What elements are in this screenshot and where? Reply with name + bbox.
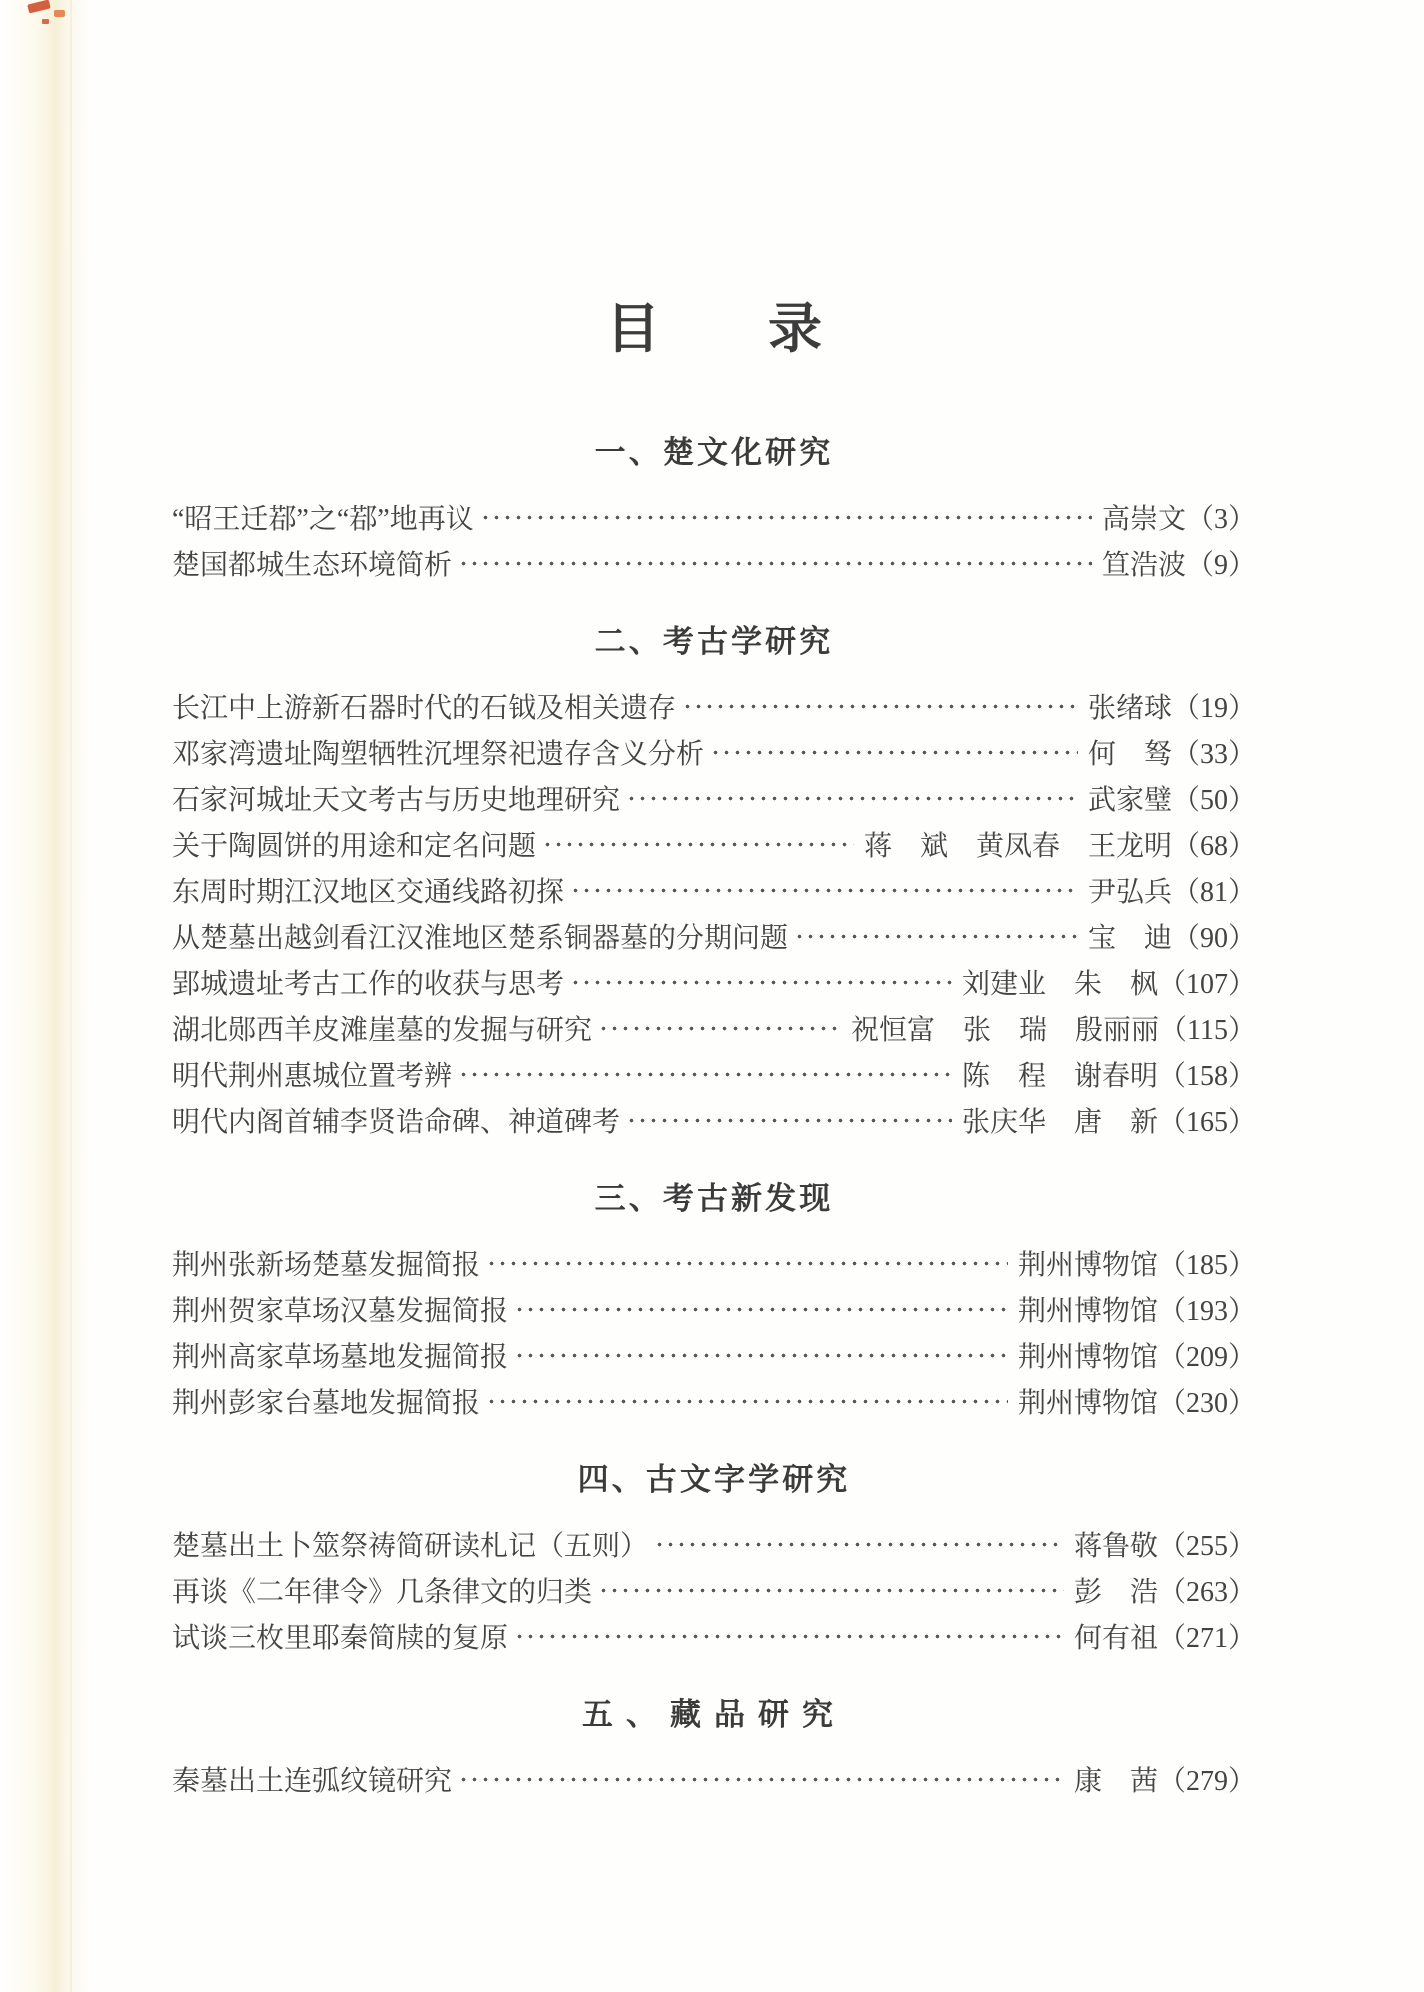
toc-entry-title: 荆州高家草场墓地发掘简报 (172, 1342, 509, 1373)
toc-section (172, 1173, 1256, 1424)
toc-entry (172, 1286, 1256, 1332)
toc-entry-title: 楚墓出土卜筮祭祷简研读札记（五则） (172, 1531, 649, 1562)
toc-entry-title: 荆州张新场楚墓发掘简报 (172, 1250, 481, 1281)
toc-entry-authors: 蒋鲁敬 (1073, 1531, 1158, 1562)
toc-section-rows (172, 494, 1256, 586)
toc-entry-page-number: （19） (1171, 693, 1256, 724)
toc-entry (172, 1378, 1256, 1424)
dot-leader (570, 959, 952, 1005)
dot-leader (514, 1286, 1008, 1332)
toc-entry-page-number: （3） (1185, 504, 1256, 535)
toc-entry-authors: 何有祖 (1073, 1623, 1158, 1654)
toc-section (172, 1454, 1256, 1659)
toc-entry-title: 湖北郧西羊皮滩崖墓的发掘与研究 (172, 1015, 593, 1046)
dot-leader (514, 1613, 1064, 1659)
toc-entry-page-number: （90） (1171, 923, 1256, 954)
toc-entry-page-number: （68） (1171, 831, 1256, 862)
toc-entry-page-number: （81） (1171, 877, 1256, 908)
toc-entry-page-number: （263） (1157, 1577, 1256, 1608)
toc-entry (172, 1567, 1256, 1613)
toc-entry (172, 1521, 1256, 1567)
toc-entry-title: 荆州贺家草场汉墓发掘简报 (172, 1296, 509, 1327)
toc-entry-page-number: （185） (1157, 1250, 1256, 1281)
dot-leader (654, 1521, 1064, 1567)
dot-leader (710, 729, 1078, 775)
toc-section-rows (172, 1521, 1256, 1659)
toc-entry-authors: 武家璧 (1087, 785, 1172, 816)
toc-section (172, 1689, 1256, 1802)
toc-entry (172, 1756, 1256, 1802)
toc-entry-page-number: （279） (1157, 1766, 1256, 1797)
dot-leader (598, 1567, 1064, 1613)
toc-entry (172, 1051, 1256, 1097)
toc-entry-authors: 何 驽 (1087, 739, 1172, 770)
toc-entry-title: 楚国都城生态环境简析 (172, 550, 453, 581)
toc-entry-authors: 荆州博物馆 (1017, 1342, 1158, 1373)
toc-entry (172, 540, 1256, 586)
dot-leader (626, 1097, 952, 1143)
toc-entry-page-number: （165） (1157, 1107, 1256, 1138)
toc-entry-authors: 刘建业 朱 枫 (961, 969, 1158, 1000)
toc-entry-page-number: （9） (1185, 550, 1256, 581)
toc-section-rows (172, 1756, 1256, 1802)
toc-entry-page-number: （33） (1171, 739, 1256, 770)
dot-leader (486, 1378, 1008, 1424)
section-heading: 五、藏品研究 (581, 1697, 847, 1732)
toc-section (172, 616, 1256, 1143)
toc-entry-title: 明代荆州惠城位置考辨 (172, 1061, 453, 1092)
toc-entry-authors: 宝 迪 (1087, 923, 1172, 954)
section-heading: 二、考古学研究 (594, 624, 834, 659)
toc-section-rows (172, 683, 1256, 1143)
section-heading: 三、考古新发现 (594, 1181, 834, 1216)
toc-entry-page-number: （107） (1157, 969, 1256, 1000)
toc-entry (172, 913, 1256, 959)
toc-entry-title: 再谈《二年律令》几条律文的归类 (172, 1577, 593, 1608)
toc-entry-page-number: （193） (1157, 1296, 1256, 1327)
dot-leader (542, 821, 854, 867)
toc-entry-title: “昭王迁鄀”之“鄀”地再议 (172, 504, 474, 535)
toc-entry-authors: 彭 浩 (1073, 1577, 1158, 1608)
toc-entry-title: 石家河城址天文考古与历史地理研究 (172, 785, 621, 816)
toc-entry-page-number: （209） (1157, 1342, 1256, 1373)
toc-entry (172, 959, 1256, 1005)
toc-section-rows (172, 1240, 1256, 1424)
toc-entry-authors: 张绪球 (1087, 693, 1172, 724)
toc-entry-title: 长江中上游新石器时代的石钺及相关遗存 (172, 693, 677, 724)
toc-entry (172, 1332, 1256, 1378)
toc-entry-authors: 蒋 斌 黄凤春 王龙明 (863, 831, 1172, 862)
toc-entry-title: 明代内阁首辅李贤诰命碑、神道碑考 (172, 1107, 621, 1138)
toc-entry-title: 东周时期江汉地区交通线路初探 (172, 877, 565, 908)
toc-entry (172, 1097, 1256, 1143)
dot-leader (570, 867, 1078, 913)
dot-leader (514, 1332, 1008, 1378)
toc-entry-title: 从楚墓出越剑看江汉淮地区楚系铜器墓的分期问题 (172, 923, 789, 954)
toc-entry (172, 1613, 1256, 1659)
dot-leader (458, 540, 1092, 586)
toc-entry-page-number: （115） (1159, 1015, 1256, 1046)
toc-entry-title: 邓家湾遗址陶塑牺牲沉埋祭祀遗存含义分析 (172, 739, 705, 770)
toc-entry-page-number: （158） (1157, 1061, 1256, 1092)
toc-entry-authors: 荆州博物馆 (1017, 1250, 1158, 1281)
toc-sections (172, 427, 1256, 1802)
toc-entry-page-number: （271） (1157, 1623, 1256, 1654)
toc-entry-authors: 陈 程 谢春明 (961, 1061, 1158, 1092)
toc-entry-page-number: （230） (1157, 1388, 1256, 1419)
toc-entry-authors: 高崇文 (1101, 504, 1186, 535)
dot-leader (682, 683, 1078, 729)
toc-entry-authors: 张庆华 唐 新 (961, 1107, 1158, 1138)
toc-entry-page-number: （50） (1171, 785, 1256, 816)
dot-leader (480, 494, 1092, 540)
toc-entry-authors: 荆州博物馆 (1017, 1296, 1158, 1327)
toc-entry-authors: 康 茜 (1073, 1766, 1158, 1797)
toc-entry-title: 试谈三枚里耶秦简牍的复原 (172, 1623, 509, 1654)
toc-entry-authors: 笪浩波 (1101, 550, 1186, 581)
dot-leader (458, 1051, 952, 1097)
toc-entry (172, 729, 1256, 775)
section-heading: 一、楚文化研究 (594, 435, 834, 470)
dot-leader (458, 1756, 1064, 1802)
toc-entry (172, 683, 1256, 729)
toc-entry-title: 荆州彭家台墓地发掘简报 (172, 1388, 481, 1419)
toc-entry-page-number: （255） (1157, 1531, 1256, 1562)
toc-section (172, 427, 1256, 586)
toc-entry-authors: 祝恒富 张 瑞 殷丽丽 (851, 1015, 1160, 1046)
toc-entry-authors: 荆州博物馆 (1017, 1388, 1158, 1419)
dot-leader (486, 1240, 1008, 1286)
toc-entry (172, 494, 1256, 540)
toc-entry (172, 1005, 1256, 1051)
toc-entry-title: 关于陶圆饼的用途和定名问题 (172, 831, 537, 862)
page-title: 目 录 (606, 299, 822, 359)
dot-leader (794, 913, 1078, 959)
dot-leader (598, 1005, 841, 1051)
dot-leader (626, 775, 1078, 821)
section-heading: 四、古文字学研究 (577, 1462, 851, 1497)
toc-entry (172, 867, 1256, 913)
toc-entry-title: 郢城遗址考古工作的收获与思考 (172, 969, 565, 1000)
toc-entry-authors: 尹弘兵 (1087, 877, 1172, 908)
toc-entry (172, 1240, 1256, 1286)
toc-entry-title: 秦墓出土连弧纹镜研究 (172, 1766, 453, 1797)
toc-entry (172, 821, 1256, 867)
toc-entry (172, 775, 1256, 821)
